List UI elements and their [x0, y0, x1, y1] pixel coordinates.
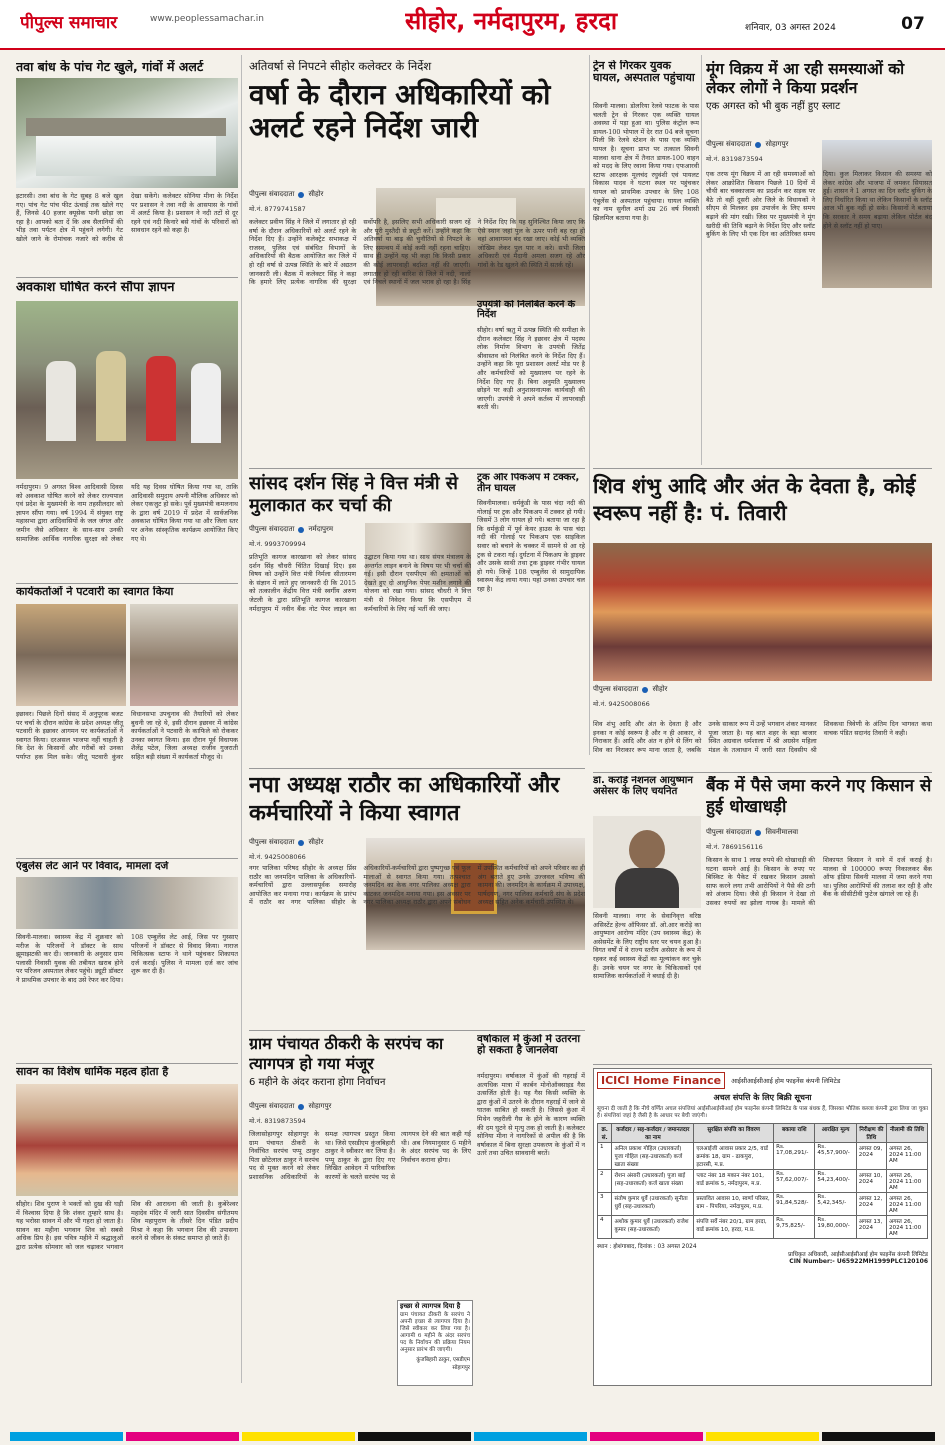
icici-col-header: कर्जदार / सह-कर्जदार / जमानतदार का नाम [612, 1124, 694, 1143]
karode-body: सिवनी मालवा। नगर के सेवानिवृत्त वरिष्ठ असिस्टेंट हेल्थ ऑफिसर डॉ. ओ.आर करोड़े का आयुष्मान आरोग्य मंदिर (उप स्वास्थ्य केंद्र) के असेसमेंट के लिए राष्ट्रीय स्तर पर चयन हुआ है। विगत वर्षों में वे राज्य स्तरीय असेसर के रूप में रहकर कई स्वास्थ्य केंद्रों का मूल्यांकन कर चुके हैं। उनके चयन पर नगर के चिकित्सकों एवं सामाजिक कार्यकर्ताओं ने बधाई दी है। [593, 912, 701, 981]
mung-body: एक तरफ मूंग विक्रय में आ रही समस्याओं को लेकर आक्रोशित किसान पिछले 10 दिनों में चौथी बार चक्काजाम का प्रदर्शन कर सड़क पर बैठे तो वहीं दूसरी ओर जिले के विधायकों ने सीएम से मिलकर इस उपार्जन के लिए समय बढ़ाने की मांग रखी। जिस पर मुख्यमंत्री ने मूंग खरीदी की तिथि बढ़ाने के निर्देश दिए और स्लॉट बुकिंग के लिए भी एक दिन का अतिरिक्त समय दिया। कुल मिलाकर किसान की समस्या को लेकर कांग्रेस और भाजपा में जमकर सियासत हुई। शासन ने 1 अगस्त का दिन स्लॉट बुकिंग के लिए निर्धारित किया था लेकिन किसानों के स्लॉट आज भी बुक नहीं हो सके। किसानों ने बताया कि सरकार ने समय बढ़ाया लेकिन पोर्टल बंद होने से स्लॉट नहीं हो पाए। [706, 170, 932, 239]
varsha-body: नर्मदापुरम। वर्षाकाल में कुंओं की गहराई में अत्यधिक मात्रा में कार्बन मोनोऑक्साइड गैस उत्सर्जित होती है। यह गैस किसी व्यक्ति के द्वारा कुंओं में उतरने के दौरान गहराई में जाने से घातक साबित हो सकती है। जिससे कुंआ में मिथेन जहरीली गैस के होने के कारण व्यक्ति की दम घुटने से मृत्यु तक हो जाती है। कलेक्टर सोनिया मीना ने नागरिकों से अपील की है कि वर्षाकाल में बिना सुरक्षा उपकरण के कुंओं में न उतरें तथा उचित सावधानी बरतें। [477, 1072, 585, 1158]
mung-mobile: मो.नं. 8319873594 [706, 155, 763, 163]
region-title [405, 4, 700, 44]
bank-byline-name: पीपुल्स संवाददाता [706, 828, 752, 836]
table-cell: Rs. 17,08,291/- [774, 1143, 815, 1170]
icici-signatory: प्राधिकृत अधिकारी, आईसीआईसीआई होम फाइनेंस कंपनी लिमिटेड [788, 1252, 928, 1258]
story-avkash [16, 281, 238, 581]
updri-headline: उपयंत्री को निलंबित करने के निर्देश [477, 300, 576, 321]
karyakarta-photo-1 [16, 604, 126, 706]
bullet-icon [298, 1104, 304, 1110]
table-cell: अगस्त 10, 2024 [856, 1170, 886, 1193]
table-cell: Rs. 91,84,528/- [774, 1193, 815, 1216]
story-sawan [16, 1066, 238, 1386]
mung-byline-name: पीपुल्स संवाददाता [706, 140, 752, 148]
bullet-icon [298, 840, 304, 846]
story-napa [249, 772, 585, 1027]
napa-headline: नपा अध्यक्ष राठौर का अधिकारियों और कर्मचारियों ने किया स्वागत [249, 773, 560, 826]
section-rule [593, 468, 932, 469]
icici-note: सूचना दी जाती है कि नीचे वर्णित अचल संपत्तियां आईसीआईसीआई होम फाइनेंस कंपनी लिमिटेड के पास बंधक हैं, जिसका भौतिक कब्जा कंपनी द्वारा लिया जा चुका है। संपत्तियां जहां है जैसी है के आधार पर बेची जाएंगी। [597, 1106, 928, 1119]
section-rule [593, 1064, 932, 1065]
table-cell: 2 [598, 1170, 612, 1193]
table-row [598, 1170, 928, 1193]
trainyuvak-body: सिवनी मालवा। डोलरिया रेलवे फाटक के पास चलती ट्रेन से गिरकर एक व्यक्ति घायल अवस्था में पड़ा हुआ था। पुलिस कंट्रोल रूम डायल-100 भोपाल में देर रात 04 बजे सूचना मिली कि रेलवे स्टेशन के पास एक व्यक्ति घायल है। सूचना प्राप्त पर तत्काल सिवनी मालवा थाना क्षेत्र में तैनात डायल-100 वाहन को मदद के लिए रवाना किया गया। एफआरवी स्टाफ आरक्षक मूलचंद रघुवंशी एवं पायलट विकास यादव ने घटना स्थल पर पहुंचकर घायल को प्राथमिक उपचार के लिए 108 एंबुलेंस से अस्पताल पहुंचाया। घायल व्यक्ति का नाम सुनील शर्मा उम्र 26 वर्ष निवासी झिलमिल बताया गया है। [593, 102, 699, 222]
napa-mobile: मो.नं. 9425008066 [249, 853, 306, 861]
lead-byline [249, 190, 369, 199]
shiv-mobile: मो.नं. 9425008066 [593, 700, 650, 708]
bank-mobile: मो.नं. 7869156116 [706, 843, 763, 851]
lead-body: कलेक्टर प्रवीण सिंह ने जिले में लगातार हो रही वर्षा के दौरान अधिकारियों को अलर्ट रहने के निर्देश दिए हैं। उन्होंने कलेक्ट्रेट सभाकक्ष में राजस्व, पुलिस एवं संबंधित विभागों के अधिकारियों की बैठक आयोजित कर जिले में हो रही वर्षा से उत्पन्न स्थिति के बारे में अद्यतन जानकारी ली। बैठक में कलेक्टर सिंह ने कहा कि हमारे लिए प्रत्येक नागरिक की सुरक्षा सर्वोपरि है, इसलिए सभी अधिकारी सजग रहें और पूरी मुस्तैदी से ड्यूटी करें। उन्होंने कहा कि अतिवर्षा या बाढ़ की चुनौतियों से निपटने के लिए समन्वय में कोई कमी नहीं रहना चाहिए। साथ ही उन्होंने यह भी कहा कि किसी प्रकार की कोई लापरवाही बर्दाश्त नहीं की जाएगी। लगातार हो रही बारिश से जिले में नदी, नालों एवं निचले स्थानों में जल भराव हो रहा है। सिंह ने निर्देश दिए कि यह सुनिश्चित किया जाए कि ऐसे स्थान जहां पुल के ऊपर पानी बह रहा हो वहां आवागमन बंद रखा जाए। कोई भी व्यक्ति जोखिम लेकर पुल पार न करे। सभी जिला अधिकारी एवं मैदानी अमला सजग रहे और गांवों के रेड खुलने की स्थिति में सतर्क रहें। [249, 218, 585, 287]
section-rule [16, 277, 238, 278]
table-cell: अगस्त 26, 2024 11:00 AM [887, 1193, 928, 1216]
table-cell: प्लाट नंबर 18 मकान नंबर 101, वार्ड क्रमांक 5, नर्मदापुरम, म.प्र. [694, 1170, 774, 1193]
table-cell: अगस्त 09, 2024 [856, 1143, 886, 1170]
sawan-body: सीहोर। शिव पुराण ने भक्तों को दुख की घड़ी में विश्वास दिया है कि शंकर तुम्हारे साथ है। यह भरोसा सावन में और भी गहरा हो जाता है। सावन का महीना भगवान शिव को सबसे अधिक प्रिय है। इस पवित्र महीने में श्रद्धालुओं द्वारा प्रत्येक सोमवार को जल चढ़ाकर भगवान शिव की आराधना की जाती है। कुबेरेश्वर महादेव मंदिर में जारी सात दिवसीय संगीतमय शिव महापुराण के तीसरे दिन पंडित प्रदीप मिश्रा ने कहा कि भगवान शिव की उपासना करने से जीवन के संकट समाप्त हो जाते हैं। [16, 1200, 238, 1251]
story-truck [477, 473, 585, 763]
paper-logo[interactable] [20, 10, 160, 36]
paper-name: पीपुल्स समाचार [20, 13, 118, 33]
table-row [598, 1216, 928, 1239]
section-rule [16, 583, 238, 584]
varsha-headline: वर्षाकाल में कुंओं में उतरना हो सकता है जानलेवा [477, 1034, 581, 1057]
mung-byline [706, 140, 826, 149]
gram-byline [249, 1102, 389, 1111]
story-darshan [249, 473, 471, 763]
shiv-headline: शिव शंभु आदि और अंत के देवता है, कोई स्वरूप नहीं है: पं. तिवारी [593, 474, 916, 526]
icici-col-header: नीलामी की तिथि [887, 1124, 928, 1143]
lead-headline: वर्षा के दौरान अधिकारियों को अलर्ट रहने निर्देश जारी [249, 78, 551, 145]
karyakarta-body: इछावर। पिछले दिनों संसद में अनुपूरक बजट पर चर्चा के दौरान कांग्रेस के प्रदेश अध्यक्ष जीतू पटवारी के इछावर आगमन पर कार्यकर्ताओं ने स्वागत किया। दरअसल भाजपा नहीं चाहती है कि देश के किसानों और गरीबों को उनका पर्याप्त हक मिल सके। जीतू पटवारी कुंवर विधानसभा उपचुनाव की तैयारियों को लेकर बुधनी जा रहे थे, इसी दौरान इछावर में कांग्रेस कार्यकर्ताओं ने पटवारी के काफिले को रोककर उनका स्वागत किया। इस दौरान पूर्व विधायक शैलेंद्र पटेल, जिला अध्यक्ष राजीव गुजराती सहित बड़ी संख्या में कार्यकर्ता मौजूद थे। [16, 710, 238, 761]
gram-mobile: मो.नं. 8319873594 [249, 1117, 306, 1125]
gram-subheadline: 6 महीने के अंदर कराना होगा निर्वाचन [249, 1077, 386, 1088]
darshan-headline: सांसद दर्शन सिंह ने वित्त मंत्री से मुलाकात कर चर्चा की [249, 473, 458, 516]
karode-headline: डॉ. करोड़े नेशनल आयुष्मान असेसर के लिए चयनित [593, 776, 693, 797]
region-text: सीहोर, नर्मदापुरम, हरदा [405, 7, 618, 35]
story-bank [706, 776, 932, 1061]
table-cell: Rs. 45,57,900/- [815, 1143, 856, 1170]
table-cell: Rs. 57,62,007/- [774, 1170, 815, 1193]
table-cell: अगस्त 26, 2024 11:00 AM [887, 1143, 928, 1170]
truck-headline: ट्रक और पिकअप में टक्कर, तीन घायल [477, 473, 580, 494]
table-cell: अशोक कुमार धुर्वे (उधारकर्ता) राजेश कुमार (सह-उधारकर्ता) [612, 1216, 694, 1239]
lead-mobile: मो.नं. 8779741587 [249, 205, 306, 213]
masthead [0, 0, 945, 50]
bank-headline: बैंक में पैसे जमा करने गए किसान से हुई धोखाधड़ी [706, 776, 932, 818]
gram-byline-name: पीपुल्स संवाददाता [249, 1102, 295, 1110]
section-rule [249, 1030, 585, 1031]
print-color-bar [0, 1428, 945, 1445]
napa-byline [249, 838, 379, 847]
gram-box-sign: कुंजबिहारी ठाकुर, एसडीएम सोहागपुर [416, 1357, 470, 1372]
table-cell: संपत्ति सर्वे नंबर 20/1, ग्राम हरदा, वार्ड क्रमांक 10, हरदा, म.प्र. [694, 1216, 774, 1239]
column-rule [241, 55, 242, 1383]
napa-place: सीहोर [308, 838, 324, 846]
table-cell: अगस्त 26, 2024 11:00 AM [887, 1170, 928, 1193]
avkash-memorandum-photo [16, 301, 238, 479]
ambulance-body: सिवनी-मालवा। स्वास्थ्य केंद्र में शुक्रवार को मरीज के परिजनों ने डॉक्टर के साथ झूमाझटकी कर दी। जानकारी के अनुसार ग्राम पलासी निवासी युवक की तबीयत खराब होने पर परिजन अस्पताल लेकर पहुंचे। ड्यूटी डॉक्टर ने प्राथमिक उपचार के बाद उसे रेफर कर दिया। 108 एम्बुलेंस लेट आई, जिस पर गुस्साए परिजनों ने डॉक्टर से विवाद किया। नाराज चिकित्सक स्टाफ ने थाने पहुंचकर शिकायत दर्ज कराई। पुलिस ने मामला दर्ज कर जांच शुरू कर दी है। [16, 933, 238, 984]
section-rule [16, 1063, 238, 1064]
table-cell: Rs. 19,80,000/- [815, 1216, 856, 1239]
gram-box-body: ग्राम पंचायत ठीकरी के सरपंच ने अपनी इच्छा से त्यागपत्र दिया है। जिसे स्वीकार कर लिया गया है। आगामी 6 महीने के अंदर सरपंच पद के निर्वाचन की प्रक्रिया नियम अनुसार प्रारंभ की जाएगी। [400, 1312, 470, 1354]
section-rule [16, 858, 238, 859]
table-cell: 4 [598, 1216, 612, 1239]
icici-logo [597, 1072, 725, 1089]
icici-col-header: सुरक्षित संपत्ति का विवरण [694, 1124, 774, 1143]
truck-body: सिवनीमालवा। धर्मकुंडी के पास चंदा नदी की गोलाई पर ट्रक और पिकअप में टक्कर हो गयी। जिसमें 3 लोग घायल हो गये। बताया जा रहा है कि धर्मकुंडी में पूर्व केयर हाउस के पास चंदा नदी की गोलाई पर पिकअप एक साइकिल सवार को बचाने के चक्कर में सामने से आ रहे ट्रक से टकरा गई। दुर्घटना में पिकअप के ड्राइवर और उसके साथी तथा ट्रक ड्राइवर गंभीर घायल हो गये। जिन्हें 108 एम्बुलेंस से सामुदायिक स्वास्थ्य केंद्र लाया गया। यहां उनका उपचार चल रहा है। [477, 499, 585, 593]
lead-byline-name: पीपुल्स संवाददाता [249, 190, 295, 198]
bullet-icon [642, 687, 648, 693]
table-row [598, 1143, 928, 1170]
icici-footer: स्थान : होशंगाबाद, दिनांक : 03 अगस्त 2024 [597, 1244, 697, 1250]
darshan-place: नर्मदापुरम [308, 525, 334, 533]
story-varsha [477, 1034, 585, 1386]
gram-headline: ग्राम पंचायत ठीकरी के सरपंच का त्यागपत्र हो गया मंजूर [249, 1034, 444, 1073]
darshan-byline [249, 525, 379, 534]
lead-kicker: अतिवर्षा से निपटने सीहोर कलेक्टर के निर्देश [249, 60, 432, 73]
napa-byline-name: पीपुल्स संवाददाता [249, 838, 295, 846]
icici-ad [593, 1068, 932, 1386]
bank-byline [706, 828, 846, 837]
avkash-body: नर्मदापुरम। 9 अगस्त विश्व आदिवासी दिवस को अवकाश घोषित करने को लेकर राज्यपाल एवं प्रदेश के मुख्यमंत्री के नाम तहसीलदार को ज्ञापन सौंपा गया। वर्ष 1994 में संयुक्त राष्ट्र महासभा द्वारा आदिवासियों के जल जंगल और जमीन जैसे अधिकार के साथ-साथ उनकी सामाजिक आर्थिक नागरिक सुरक्षा को लेकर यदि यह दिवस घोषित किया गया था, ताकि आदिवासी समुदाय अपनी मौलिक अधिकार को लेकर एकजुट हो सके। पूर्व मुख्यमंत्री कमलनाथ के द्वारा वर्ष 2019 में प्रदेश में सार्वजनिक अवकाश घोषित किया गया था और जिला स्तर पर अनेक सांस्कृतिक कार्यक्रम आयोजित किए गए थे। [16, 483, 238, 543]
table-cell: अगस्त 26, 2024 11:00 AM [887, 1216, 928, 1239]
gram-quote-box [397, 1300, 473, 1386]
gram-place: सोहागपुर [308, 1102, 332, 1110]
icici-notice-heading: अचल संपत्ति के लिए बिक्री सूचना [713, 1093, 812, 1102]
story-tawa [16, 60, 238, 275]
shiv-place: सीहोर [652, 685, 668, 693]
table-cell: अगस्त 12, 2024 [856, 1193, 886, 1216]
karyakarta-photo-2 [130, 604, 238, 706]
icici-auction-table [597, 1123, 928, 1239]
bullet-icon [755, 830, 761, 836]
bullet-icon [755, 142, 761, 148]
table-cell: प्रस्तावित आवास 10, स्वर्णा परिसर, ग्राम - पिपरिया, नर्मदापुरम, म.प्र. [694, 1193, 774, 1216]
gram-body: जिलासोहागपुर सोहागपुर के ग्राम पंचायत ठीकरी के निर्वाचित सरपंच पप्पू ठाकुर पिता छोटेलाल ठाकुर ने सरपंच पद से मुक्त करने को लेकर प्रशासनिक अधिकारियों के समक्ष त्यागपत्र प्रस्तुत किया था। जिसे एसडीएम कुंजबिहारी ठाकुर ने स्वीकार कर लिया है। पप्पू ठाकुर के द्वारा दिए गए लिखित आवेदन में पारिवारिक कारणों के चलते सरपंच पद से त्यागपत्र देने की बात कही गई थी। अब नियमानुसार 6 महीने के अंदर सरपंच पद के लिए निर्वाचन कराना होगा। [249, 1130, 471, 1181]
mung-body-wrap [593, 170, 932, 465]
page-number: 07 [901, 14, 925, 34]
icici-brand: ICICI Home Finance [601, 1074, 722, 1087]
table-cell: Rs. 9,75,825/- [774, 1216, 815, 1239]
sawan-devotees-photo [16, 1084, 238, 1196]
section-rule [249, 468, 585, 469]
ambulance-photo [16, 877, 238, 929]
bank-body: किसान के साथ 1 लाख रुपये की धोखाधड़ी की घटना सामने आई है। किसान के रुपए पर बिस्किट के पैकेट में रखकर किसान उसको साफ करने लगा तभी आरोपियों ने पैसे की ठगी को अंजाम दिया। जैसे ही किसान ने देखा तो उसका रुपयों का झोला गायब है। मामले की शिकायत किसान ने थाने में दर्ज कराई है। मालवा से 100000 रूपए निकालकर बैंक ऑफ इंडिया सिवनी मालवा में जमा करने गया था। पुलिस आरोपियों की तलाश कर रही है और बैंक के सीसीटीवी फुटेज खंगाले जा रहे हैं। [706, 856, 932, 907]
mung-headline: मूंग विक्रय में आ रही समस्याओं को लेकर लोगों ने किया प्रदर्शन [706, 60, 905, 98]
tawa-dam-photo [16, 78, 238, 188]
shiv-body: शिव शंभु आदि और अंत के देवता है और इनका न कोई स्वरूप है और न ही आकार, वे निराकार हैं। आदि और अंत न होने से लिंग को शिव का निराकार रूप माना जाता है, जबकि उनके साकार रूप में उन्हें भगवान शंकर मानकर पूजा जाता है। यह बात शहर के बड़ा बाजार स्थित अग्रवाल धर्मशाला में श्री अग्रसेन महिला मंडल के तत्वाधान में जारी सात दिवसीय श्री शिवकथा त्रिवेणी के अंतिम दिन भागवत कथा वाचक पंडित सदानंद तिवारी ने कही। [593, 720, 932, 754]
darshan-mobile: मो.नं. 9993709994 [249, 540, 306, 548]
gram-box-title: इच्छा से त्यागपत्र दिया है [400, 1302, 461, 1310]
table-cell: रोशन अंसारी (उधारकर्ता) पूजा बाई (सह-उधारकर्ता) कर्ज खाता संख्या [612, 1170, 694, 1193]
darshan-byline-name: पीपुल्स संवाददाता [249, 525, 295, 533]
sawan-headline: सावन का विशेष धार्मिक महत्व होता है [16, 1066, 169, 1078]
icici-col-header: आरक्षित मूल्य [815, 1124, 856, 1143]
trainyuvak-headline: ट्रेन से गिरकर युवक घायल, अस्पताल पहुंचाया [593, 60, 695, 84]
icici-col-header: बकाया राशि [774, 1124, 815, 1143]
shiv-byline [593, 685, 733, 694]
icici-col-header: क्र. सं. [598, 1124, 612, 1143]
table-cell: 3 [598, 1193, 612, 1216]
mung-place: सोहागपुर [765, 140, 789, 148]
table-cell: अनिल प्रकाश गोहिल (उधारकर्ता) पूजा गोहिल (सह-उधारकर्ता) कर्ज खाता संख्या [612, 1143, 694, 1170]
avkash-headline: अवकाश घोषित करने सौंपा ज्ञापन [16, 281, 175, 295]
story-ambulance [16, 861, 238, 1061]
table-row [598, 1193, 928, 1216]
karyakarta-headline: कार्यकर्ताओं ने पटवारी का स्वागत किया [16, 586, 174, 598]
section-rule [249, 768, 585, 769]
table-cell: 1 [598, 1143, 612, 1170]
table-cell: Rs. 5,42,345/- [815, 1193, 856, 1216]
icici-cin: CIN Number:- U65922MH1999PLC120106 [789, 1258, 928, 1265]
mung-subheadline: एक अगस्त को भी बुक नहीं हुए स्लाट [706, 100, 841, 112]
issue-date: शनिवार, 03 अगस्त 2024 [745, 23, 836, 33]
darshan-body: प्रतिभूति कागज कारखाना को लेकर सांसद दर्शन सिंह चौधरी चिंतित दिखाई दिए। इस विषय को उन्होंने वित्त मंत्री निर्मला सीतारमण के संज्ञान में लाते हुए जानकारी दी कि 2015 को तत्कालीन केंद्रीय वित्त मंत्री स्वर्गीय अरुण जेटली के द्वारा प्रतिभूति कागज कारखाना नर्मदापुरम में नवीन बैंक नोट पेपर लाइन का उद्घाटन किया गया था। साथ संयत्र मंत्रालय के अन्तर्गत लाइन बनाने के विषय पर भी चर्चा की गई। इसी दौरान एसपीएम की क्षमताओं को देखते हुए दो आधुनिक पेपर मशीन लगाने की योजना को रखा गया। सांसद चौधरी ने वित्त मंत्री से निवेदन किया कि एसपीएम में कर्मचारियों के लिए नई भर्ती की जाए। [249, 553, 471, 613]
table-cell: अगस्त 13, 2024 [856, 1216, 886, 1239]
icici-col-header: निरीक्षण की तिथि [856, 1124, 886, 1143]
website-link[interactable]: www.peoplessamachar.in [150, 14, 264, 24]
section-rule [593, 772, 932, 773]
lead-place: सीहोर [308, 190, 324, 198]
table-cell: संतोष कुमार धुर्वे (उधारकर्ता) सुनीता धुर्वे (सह-उधारकर्ता) [612, 1193, 694, 1216]
bullet-icon [298, 192, 304, 198]
ambulance-headline: एंबुलेंस लेट आने पर विवाद, मामला दर्ज [16, 861, 169, 872]
story-updri [477, 300, 585, 465]
napa-body: नगर पालिका परिषद सीहोर के अध्यक्ष प्रिंस राठौर का जनमदिन पालिका के अधिकारियों-कर्मचारियों द्वारा उल्लासपूर्वक समारोह आयोजित कर मनाया गया। कार्यक्रम के प्रारंभ में राठौर का नगर पालिका सीहोर के अधिकारियों-कर्मचारियों द्वारा पुष्पगुच्छ एवं फूल मालाओं से स्वागत किया गया। तत्पश्चात जनमदिन का केक नगर पालिका अध्यक्ष द्वारा काटकर जनमदिन मनाया गया। इस अवसर पर नगर पालिका अध्यक्ष राठौर द्वारा अपने संबोधन में उपस्थित कर्मचारियों को अपने परिवार का ही अंग बताते हुए उनके उज्जवल भविष्य की कामना की। जनमदिन के कार्यक्रम में उपाध्यक्ष, पार्षदगण, नगर पालिका कर्मचारी संघ के प्रदेश अध्यक्ष सहित अनेक कर्मचारी उपस्थित थे। [249, 864, 585, 907]
column-rule [589, 55, 590, 755]
story-karode [593, 776, 701, 1061]
story-shiv [593, 473, 932, 718]
updri-body: सीहोर। वर्षा ऋतु में उत्पन्न स्थिति की समीक्षा के दौरान कलेक्टर सिंह ने इछावर क्षेत्र में पदस्थ लोक निर्माण विभाग के उपयंत्री जितेंद्र श्रीवास्तव को निलंबित करने के निर्देश दिए हैं। उन्होंने कहा कि पूरा प्रशासन अलर्ट मोड पर है और कर्मचारियों को मुख्यालय पर रहने के निर्देश दिए गए हैं। बिना अनुमति मुख्यालय छोड़ने पर कड़ी अनुशासनात्मक कार्यवाही की जाएगी। उपयंत्री ने अपने कर्तव्य में लापरवाही बरती थी। [477, 326, 585, 412]
shiv-devotees-photo [593, 543, 932, 681]
karode-portrait [593, 816, 701, 908]
icici-table-header [598, 1124, 928, 1143]
table-cell: Rs. 54,23,400/- [815, 1170, 856, 1193]
shiv-body-wrap [593, 720, 932, 770]
story-karyakarta [16, 586, 238, 856]
tawa-headline: तवा बांध के पांच गेट खुले, गांवों में अलर्ट [16, 60, 204, 74]
bullet-icon [298, 527, 304, 533]
shiv-byline-name: पीपुल्स संवाददाता [593, 685, 639, 693]
bank-place: सिवनीमालवा [765, 828, 799, 836]
table-cell: एलआईजी आवास प्रकार 2/5, वार्ड क्रमांक 18, ग्राम - ढाकपुरा, इटारसी, म.प्र. [694, 1143, 774, 1170]
icici-title: आईसीआईसीआई होम फाइनेंस कंपनी लिमिटेड [731, 1077, 841, 1085]
tawa-body: इटारसी। तवा बांध के गेट सुबह 8 बजे खुल गए। पांच गेट पांच फीट ऊंचाई तक खोले गए हैं, जिनसे 40 हजार क्यूसेक पानी छोड़ा जा रहा है। आपको बता दें कि अब सैलानियों की भीड़ तवा पर्यटन क्षेत्र में पहुंचने लगेगी। गेट खोले जाने के रोमांचक नजारे को करीब से देखा सकेंगे। कलेक्टर सोनिया मीना के निर्देश पर प्रशासन ने तवा नदी के आसपास के गांवों में अलर्ट किया है। प्रशासन ने नदी तटों से दूर रहने एवं नदी किनारे बसे गांवों के परिवारों को सावधान रहने को कहा है। [16, 192, 238, 243]
